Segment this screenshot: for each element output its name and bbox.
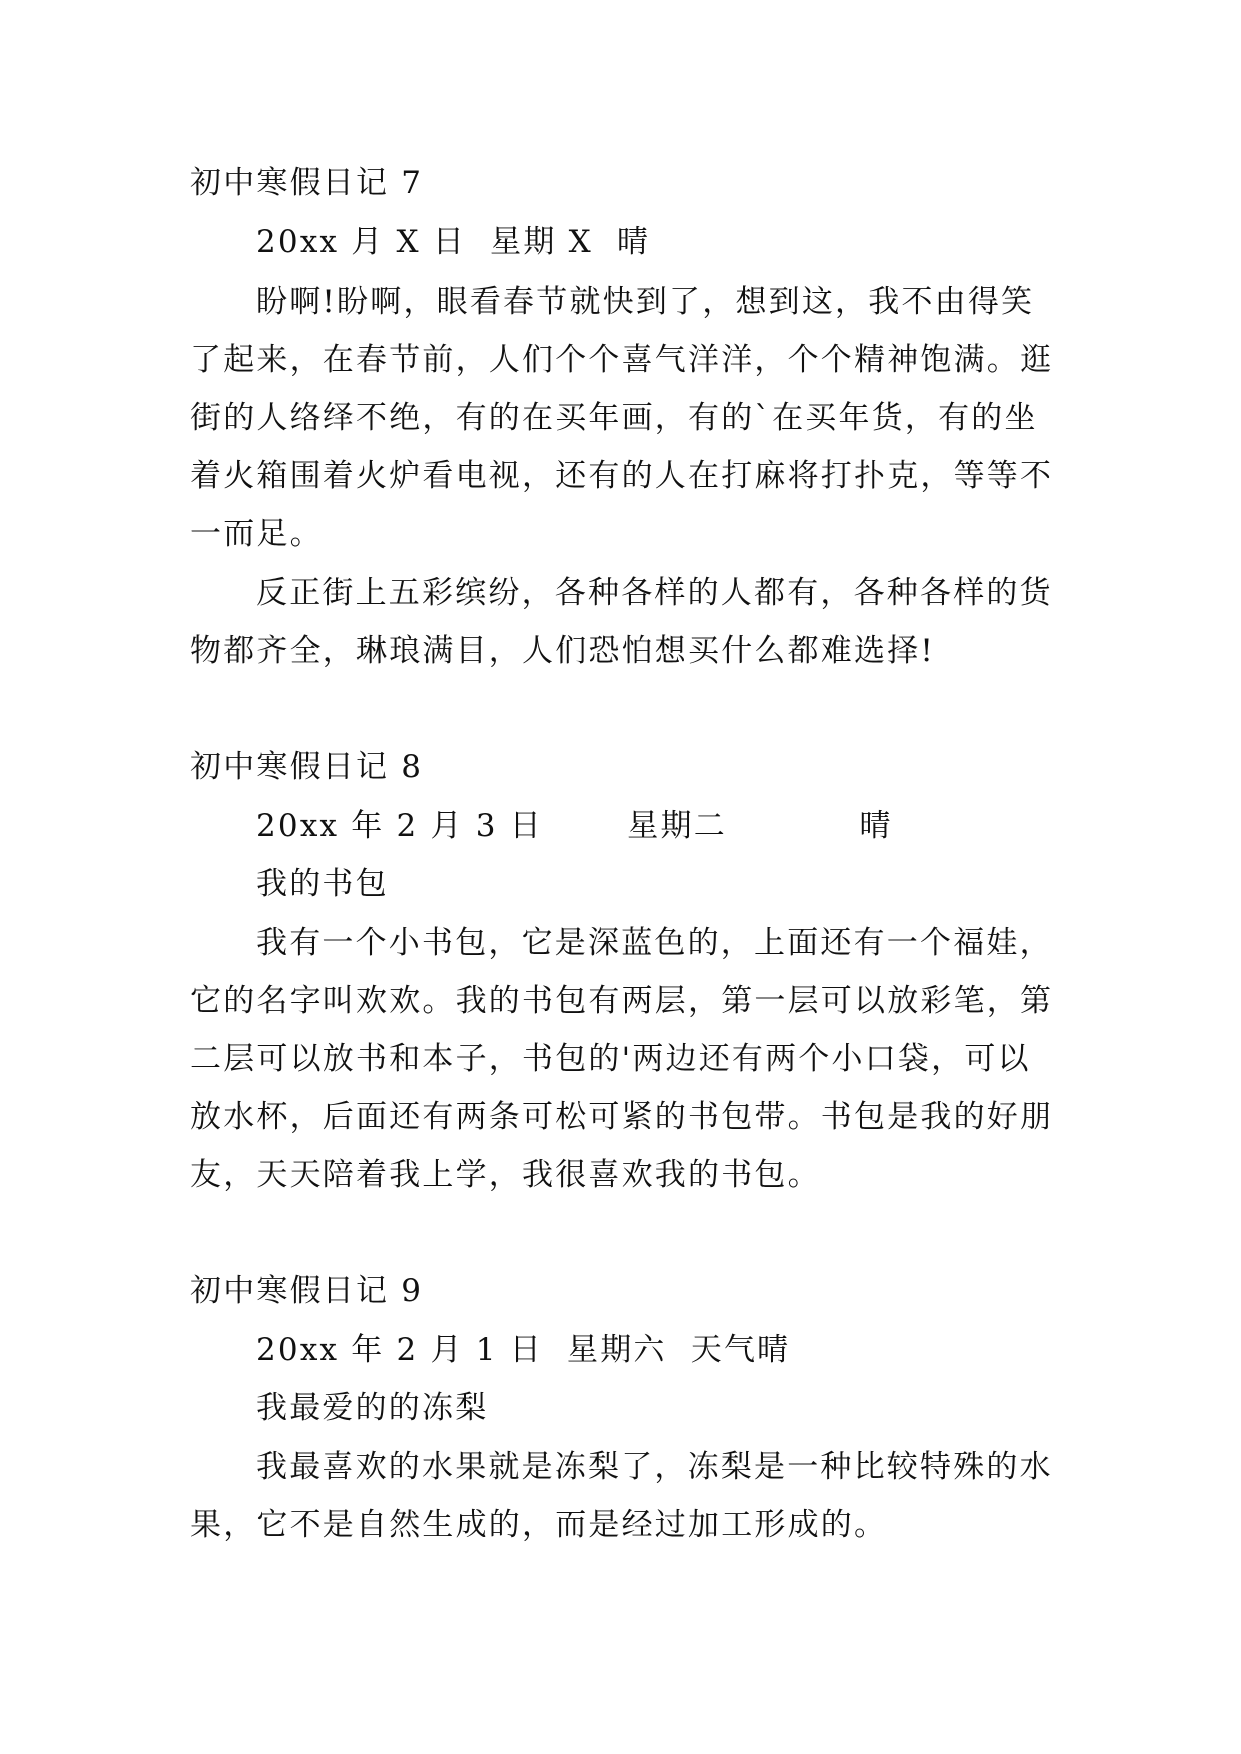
entry-title: 初中寒假日记 7 <box>190 165 424 201</box>
paragraph-line: 二层可以放书和本子，书包的'两边还有两个小口袋，可以 <box>190 1041 1031 1077</box>
paragraph-line: 了起来，在春节前，人们个个喜气洋洋，个个精神饱满。逛 <box>190 342 1054 378</box>
entry-subtitle: 我的书包 <box>256 866 389 902</box>
entry-subtitle: 我最爱的的冻梨 <box>256 1390 489 1426</box>
entry-date: 20xx 年 2 月 3 日 星期二 晴 <box>256 808 893 844</box>
paragraph-line: 物都齐全，琳琅满目，人们恐怕想买什么都难选择! <box>190 633 936 669</box>
paragraph-line: 友，天天陪着我上学，我很喜欢我的书包。 <box>190 1157 821 1193</box>
paragraph-line: 街的人络绎不绝，有的在买年画，有的`在买年货，有的坐 <box>190 400 1038 436</box>
paragraph-line: 果，它不是自然生成的，而是经过加工形成的。 <box>190 1507 888 1543</box>
entry-date: 20xx 年 2 月 1 日 星期六 天气晴 <box>256 1332 791 1368</box>
paragraph-line: 我有一个小书包，它是深蓝色的，上面还有一个福娃， <box>256 925 1053 961</box>
paragraph-line: 盼啊!盼啊，眼看春节就快到了，想到这，我不由得笑 <box>256 284 1035 320</box>
entry-title: 初中寒假日记 8 <box>190 749 424 785</box>
paragraph-line: 我最喜欢的水果就是冻梨了，冻梨是一种比较特殊的水 <box>256 1449 1053 1485</box>
entry-date: 20xx 月 X 日 星期 X 晴 <box>256 224 651 260</box>
paragraph-line: 它的名字叫欢欢。我的书包有两层，第一层可以放彩笔，第 <box>190 983 1054 1019</box>
paragraph-line: 反正街上五彩缤纷，各种各样的人都有，各种各样的货 <box>256 575 1053 611</box>
entry-title: 初中寒假日记 9 <box>190 1273 424 1309</box>
paragraph-line: 着火箱围着火炉看电视，还有的人在打麻将打扑克，等等不 <box>190 458 1054 494</box>
paragraph-line: 放水杯，后面还有两条可松可紧的书包带。书包是我的好朋 <box>190 1099 1054 1135</box>
paragraph-line: 一而足。 <box>190 516 323 552</box>
